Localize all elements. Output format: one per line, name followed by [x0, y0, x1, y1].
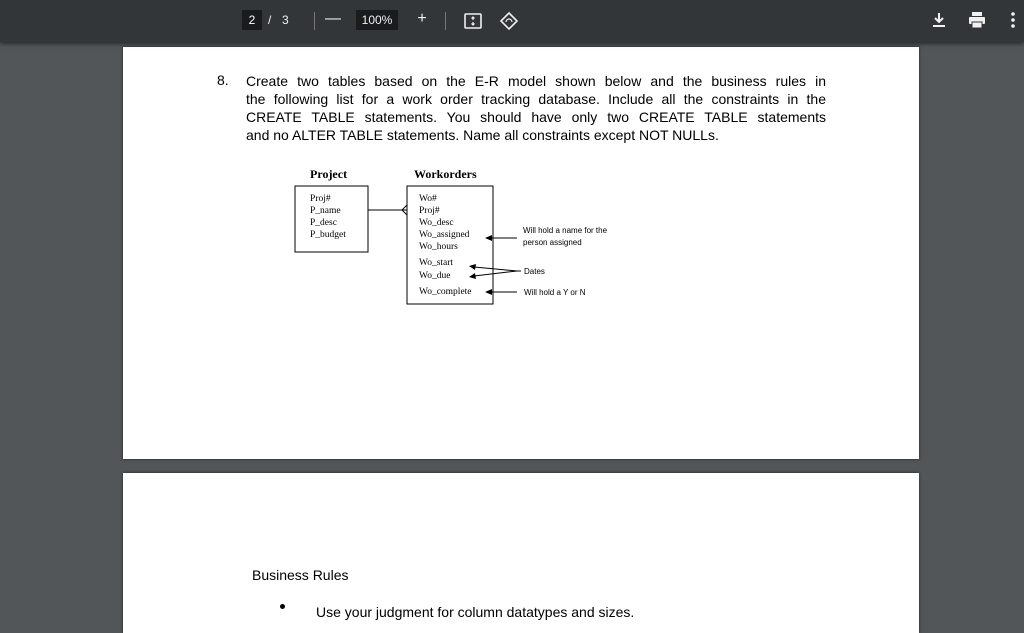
- arrow-head: [485, 289, 492, 295]
- question-text-line: CREATE TABLE statements. You should have only two CREATE TABLE statements: [246, 109, 826, 125]
- project-field: P_budget: [310, 230, 346, 240]
- fit-page-icon[interactable]: [463, 11, 483, 36]
- workorders-field: Wo_assigned: [419, 230, 470, 240]
- workorders-field: Wo_hours: [419, 242, 458, 252]
- pdf-toolbar: [0, 0, 1024, 42]
- question-text-line: and no ALTER TABLE statements. Name all constraints except NOT NULLs.: [246, 127, 719, 143]
- pdf-page: [123, 473, 919, 633]
- zoom-out-button[interactable]: —: [325, 10, 341, 27]
- question-text-line: Create two tables based on the E-R model shown below and the business rules in: [246, 73, 826, 89]
- pdf-page: [123, 47, 919, 459]
- annotation-arrow: [474, 267, 517, 271]
- arrow-head: [469, 264, 476, 270]
- annotation-dates: Dates: [524, 267, 545, 276]
- project-field: Proj#: [310, 194, 331, 204]
- arrow-head: [469, 273, 476, 279]
- project-field: P_desc: [310, 218, 337, 228]
- workorders-field: Wo_due: [419, 271, 451, 281]
- zoom-in-button[interactable]: +: [417, 10, 427, 27]
- annotation-assigned: Will hold a name for the: [523, 226, 608, 235]
- annotation-arrow: [474, 271, 517, 276]
- workorders-field: Wo_complete: [419, 287, 472, 297]
- question-number: 8.: [217, 72, 229, 88]
- er-diagram: [123, 47, 919, 459]
- workorders-field: Proj#: [419, 206, 440, 216]
- workorders-entity-title: Workorders: [414, 167, 477, 181]
- toolbar-divider: [314, 12, 315, 30]
- project-entity-title: Project: [310, 167, 348, 181]
- business-rules-heading: Business Rules: [252, 567, 349, 583]
- arrow-head: [485, 235, 492, 241]
- current-page-input[interactable]: 2: [242, 10, 262, 30]
- question-text-line: the following list for a work order tracking database. Include all the constraints in the: [246, 91, 826, 107]
- crows-foot: [402, 210, 407, 215]
- download-icon[interactable]: [930, 11, 948, 34]
- crows-foot: [402, 205, 407, 210]
- bullet-icon: [280, 604, 285, 609]
- business-rule-item: Use your judgment for column datatypes and sizes.: [316, 604, 635, 620]
- annotation-assigned: person assigned: [523, 238, 582, 247]
- rotate-icon[interactable]: [498, 10, 520, 37]
- toolbar-divider: [445, 12, 446, 30]
- page-separator: /: [268, 13, 272, 27]
- zoom-level-input[interactable]: 100%: [356, 10, 398, 30]
- more-options-icon[interactable]: [1010, 11, 1016, 34]
- print-icon[interactable]: [967, 10, 987, 35]
- workorders-field: Wo#: [419, 194, 437, 204]
- workorders-field: Wo_desc: [419, 218, 454, 228]
- project-field: P_name: [310, 206, 341, 216]
- total-pages: 3: [282, 13, 289, 27]
- workorders-field: Wo_start: [419, 258, 454, 268]
- annotation-complete: Will hold a Y or N: [524, 288, 586, 297]
